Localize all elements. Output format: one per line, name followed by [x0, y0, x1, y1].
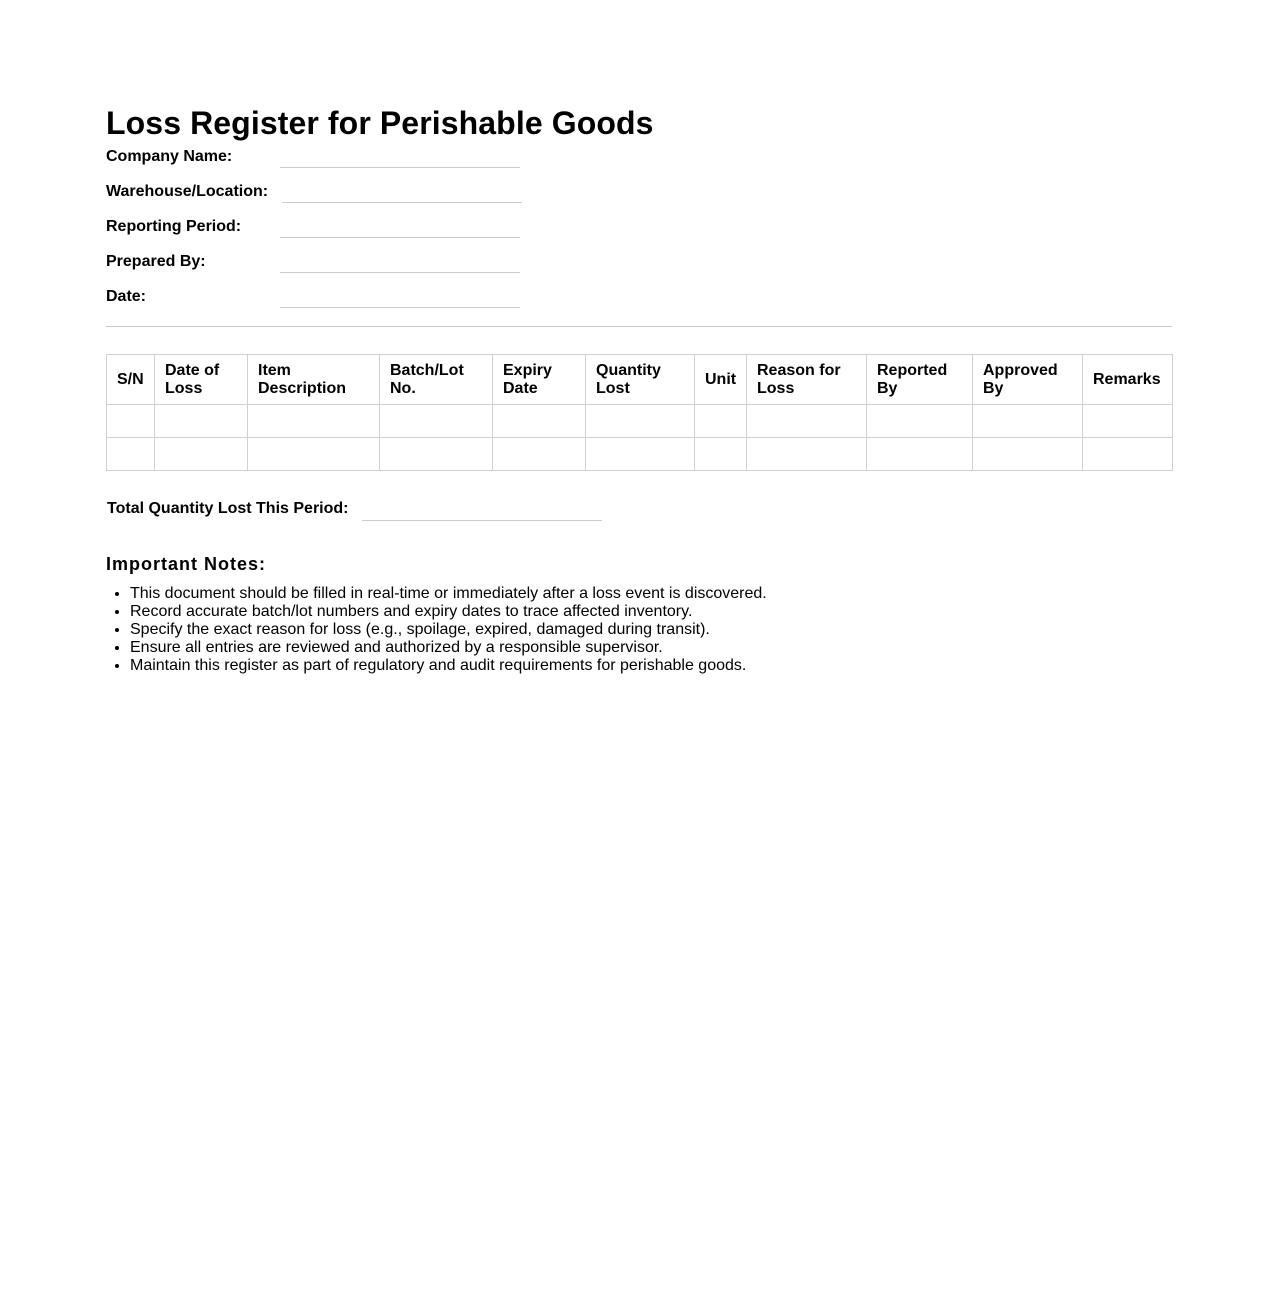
date-field[interactable]	[280, 307, 520, 308]
table-cell[interactable]	[867, 438, 973, 471]
note-item: • Record accurate batch/lot numbers and expiry dates to trace affected inventory.	[130, 603, 1030, 621]
table-cell[interactable]	[747, 438, 867, 471]
prepared-by-label: Prepared By:	[106, 253, 206, 270]
header-expiry-date: Expiry Date	[493, 355, 586, 405]
header-unit: Unit	[695, 355, 747, 405]
header-approved-by: Approved By	[973, 355, 1083, 405]
prepared-by-field[interactable]	[280, 272, 520, 273]
note-item: • Ensure all entries are reviewed and authorized by a responsible supervisor.	[130, 639, 1030, 657]
document-page	[106, 104, 1172, 674]
reporting-period-label: Reporting Period:	[106, 218, 242, 235]
table-cell[interactable]	[695, 438, 747, 471]
company-name-field[interactable]	[280, 167, 520, 168]
header-quantity-lost: Quantity Lost	[586, 355, 695, 405]
section-divider	[106, 326, 1172, 327]
table-cell[interactable]	[248, 405, 380, 438]
table-cell[interactable]	[973, 438, 1083, 471]
notes-title: Important Notes:	[106, 554, 266, 574]
table-cell[interactable]	[155, 405, 248, 438]
page-title: Loss Register for Perishable Goods	[106, 105, 654, 141]
header-reported-by: Reported By	[867, 355, 973, 405]
date-label: Date:	[106, 288, 147, 305]
table-cell[interactable]	[747, 405, 867, 438]
header-item-description: Item Description	[248, 355, 380, 405]
notes-list	[106, 585, 1030, 675]
table-cell[interactable]	[493, 405, 586, 438]
header-batch-lot-no: Batch/Lot No.	[380, 355, 493, 405]
loss-register-table	[106, 354, 1173, 471]
table-header-row	[107, 355, 1173, 405]
table-cell[interactable]	[380, 405, 493, 438]
table-cell[interactable]	[586, 438, 695, 471]
table-cell[interactable]	[695, 405, 747, 438]
table-cell[interactable]	[155, 438, 248, 471]
table-cell[interactable]	[380, 438, 493, 471]
table-row	[107, 405, 1173, 438]
table-row	[107, 438, 1173, 471]
header-sn: S/N	[107, 355, 155, 405]
table-cell[interactable]	[973, 405, 1083, 438]
reporting-period-field[interactable]	[280, 237, 520, 238]
warehouse-location-field[interactable]	[282, 202, 522, 203]
header-date-of-loss: Date of Loss	[155, 355, 248, 405]
header-remarks: Remarks	[1083, 355, 1173, 405]
total-quantity-field[interactable]	[362, 520, 602, 521]
note-item: • Maintain this register as part of regulatory and audit requirements for perishable goods.	[130, 657, 1030, 675]
table-cell[interactable]	[248, 438, 380, 471]
table-cell[interactable]	[493, 438, 586, 471]
table-cell[interactable]	[107, 438, 155, 471]
header-reason-for-loss: Reason for Loss	[747, 355, 867, 405]
company-name-label: Company Name:	[106, 148, 233, 165]
table-cell[interactable]	[867, 405, 973, 438]
table-cell[interactable]	[1083, 438, 1173, 471]
warehouse-location-label: Warehouse/Location:	[106, 183, 269, 200]
table-cell[interactable]	[586, 405, 695, 438]
total-quantity-label: Total Quantity Lost This Period:	[107, 500, 349, 517]
table-cell[interactable]	[1083, 405, 1173, 438]
table-cell[interactable]	[107, 405, 155, 438]
note-item: • Specify the exact reason for loss (e.g., spoilage, expired, damaged during transit).	[130, 621, 1030, 639]
note-item: • This document should be filled in real-time or immediately after a loss event is discovered.	[130, 585, 1030, 603]
